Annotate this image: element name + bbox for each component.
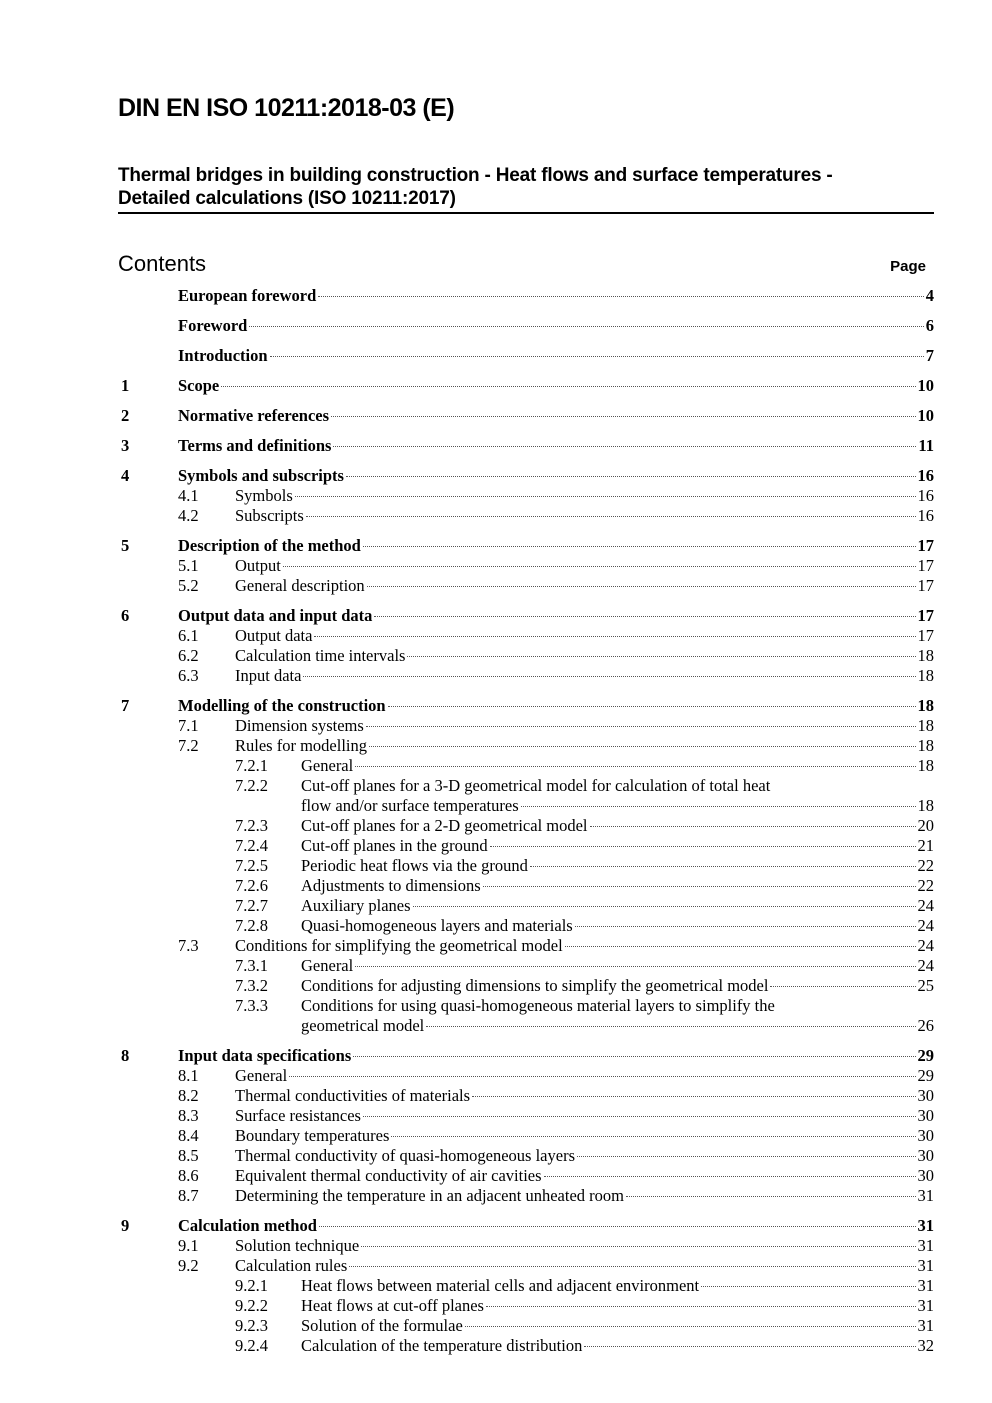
toc-entry-page: 24 xyxy=(917,956,934,975)
toc-entry-page: 10 xyxy=(917,376,934,395)
dot-leader xyxy=(530,866,916,867)
toc-entry-title: Conditions for adjusting dimensions to simplify the geometrical model xyxy=(301,976,769,995)
toc-entry-title: Thermal conductivity of quasi-homogeneous layers xyxy=(235,1146,575,1165)
toc-entry-number: 9.2 xyxy=(178,1256,199,1275)
toc-entry-title: European foreword xyxy=(178,286,317,305)
toc-entry[interactable] xyxy=(121,976,934,996)
toc-entry-page: 30 xyxy=(917,1166,934,1185)
toc-entry-page: 17 xyxy=(917,536,934,555)
dot-leader xyxy=(388,706,916,707)
toc-entry-title: Heat flows between material cells and adjacent environment xyxy=(301,1276,700,1295)
dot-leader xyxy=(584,1346,915,1347)
dot-leader xyxy=(590,826,916,827)
dot-leader xyxy=(289,1076,915,1077)
toc-entry-number: 5 xyxy=(121,536,130,555)
toc-entry-title: Determining the temperature in an adjacent unheated room xyxy=(235,1186,624,1205)
dot-leader xyxy=(355,766,915,767)
toc-entry-page: 18 xyxy=(917,716,934,735)
dot-leader xyxy=(349,1266,915,1267)
toc-entry-number: 4 xyxy=(121,466,130,485)
toc-entry-title: Symbols xyxy=(235,486,293,505)
toc-entry-title: General description xyxy=(235,576,365,595)
toc-entry-title: Scope xyxy=(178,376,220,395)
toc-entry-number: 9.2.2 xyxy=(235,1296,268,1315)
toc-entry-page: 30 xyxy=(917,1106,934,1125)
toc-entry-title: Calculation method xyxy=(178,1216,317,1235)
dot-leader xyxy=(391,1136,915,1137)
toc-entry[interactable] xyxy=(121,996,934,1016)
toc-entry[interactable] xyxy=(121,536,934,556)
toc-entry-title: Output xyxy=(235,556,281,575)
toc-entry-title: Terms and definitions xyxy=(178,436,332,455)
toc-entry-title: Description of the method xyxy=(178,536,361,555)
dot-leader xyxy=(363,1116,916,1117)
toc-entry[interactable] xyxy=(121,716,934,736)
toc-entry-number: 7.2.5 xyxy=(235,856,268,875)
toc-entry-page: 31 xyxy=(917,1236,934,1255)
toc-entry-title: Heat flows at cut-off planes xyxy=(301,1296,484,1315)
toc-entry-number: 7.3.2 xyxy=(235,976,268,995)
toc-entry-number: 6.1 xyxy=(178,626,199,645)
toc-entry-title: Input data xyxy=(235,666,302,685)
toc-entry-page: 24 xyxy=(917,936,934,955)
toc-entry-number: 5.2 xyxy=(178,576,199,595)
dot-leader xyxy=(355,966,915,967)
toc-entry-number: 4.1 xyxy=(178,486,199,505)
toc-entry-number: 7.2.1 xyxy=(235,756,268,775)
document-id: DIN EN ISO 10211:2018-03 (E) xyxy=(118,94,455,122)
toc-entry[interactable] xyxy=(121,1296,934,1316)
toc-entry-page: 18 xyxy=(917,646,934,665)
toc-entry[interactable] xyxy=(121,1186,934,1206)
toc-entry-number: 7.3.1 xyxy=(235,956,268,975)
dot-leader xyxy=(221,386,915,387)
toc-entry-page: 17 xyxy=(917,606,934,625)
toc-entry-number: 7 xyxy=(121,696,130,715)
toc-entry[interactable] xyxy=(121,1066,934,1086)
toc-entry-page: 32 xyxy=(917,1336,934,1355)
toc-entry-title: Calculation time intervals xyxy=(235,646,406,665)
dot-leader xyxy=(366,726,916,727)
toc-entry[interactable] xyxy=(121,696,934,716)
toc-entry-page: 31 xyxy=(917,1216,934,1235)
toc-entry-title: Normative references xyxy=(178,406,330,425)
toc-entry[interactable] xyxy=(121,756,934,776)
toc-entry-number: 8.1 xyxy=(178,1066,199,1085)
toc-entry-page: 21 xyxy=(917,836,934,855)
dot-leader xyxy=(374,616,915,617)
toc-entry[interactable] xyxy=(121,606,934,626)
toc-entry-number: 9.1 xyxy=(178,1236,199,1255)
dot-leader xyxy=(483,886,916,887)
toc-entry[interactable] xyxy=(121,1336,934,1356)
toc-entry-number: 8.4 xyxy=(178,1126,199,1145)
toc-entry[interactable] xyxy=(121,896,934,916)
page-column-label: Page xyxy=(890,258,926,275)
toc-entry-title: Quasi-homogeneous layers and materials xyxy=(301,916,573,935)
toc-entry-page: 11 xyxy=(918,436,934,455)
toc-entry-page: 4 xyxy=(925,286,934,305)
toc-entry-page: 31 xyxy=(917,1276,934,1295)
dot-leader xyxy=(486,1306,916,1307)
toc-entry-title: Modelling of the construction xyxy=(178,696,386,715)
toc-entry-title: Conditions for using quasi-homogeneous material layers to simplify the xyxy=(301,996,775,1015)
toc-entry[interactable] xyxy=(121,1236,934,1256)
toc-entry-number: 5.1 xyxy=(178,556,199,575)
toc-entry-title: Boundary temperatures xyxy=(235,1126,390,1145)
dot-leader xyxy=(318,296,923,297)
dot-leader xyxy=(369,746,916,747)
dot-leader xyxy=(701,1286,915,1287)
toc-entry-title: Output data xyxy=(235,626,313,645)
toc-entry-title: Solution of the formulae xyxy=(301,1316,463,1335)
toc-entry-page: 31 xyxy=(917,1316,934,1335)
toc-entry-page: 16 xyxy=(917,466,934,485)
toc-entry-page: 7 xyxy=(925,346,934,365)
toc-entry-page: 24 xyxy=(917,896,934,915)
toc-entry-page: 18 xyxy=(917,666,934,685)
toc-entry-number: 2 xyxy=(121,406,130,425)
dot-leader xyxy=(319,1226,916,1227)
dot-leader xyxy=(331,416,915,417)
toc-entry-title: Thermal conductivities of materials xyxy=(235,1086,471,1105)
toc-entry[interactable] xyxy=(121,666,934,686)
toc-entry-number: 9.2.4 xyxy=(235,1336,268,1355)
toc-entry-page: 31 xyxy=(917,1296,934,1315)
toc-entry[interactable] xyxy=(121,346,934,366)
toc-entry-number: 9.2.1 xyxy=(235,1276,268,1295)
toc-entry[interactable] xyxy=(121,1046,934,1066)
toc-entry-number: 7.2 xyxy=(178,736,199,755)
toc-entry-title: Subscripts xyxy=(235,506,304,525)
toc-entry-number: 6 xyxy=(121,606,130,625)
toc-entry[interactable] xyxy=(121,1146,934,1166)
toc-entry-title: Cut-off planes for a 3-D geometrical model for calculation of total heat xyxy=(301,776,771,795)
toc-entry-page: 10 xyxy=(917,406,934,425)
toc-entry-page: 26 xyxy=(917,1016,934,1035)
toc-entry-title: Dimension systems xyxy=(235,716,364,735)
dot-leader xyxy=(361,1246,915,1247)
toc-entry-number: 8.2 xyxy=(178,1086,199,1105)
toc-entry-number: 7.3.3 xyxy=(235,996,268,1015)
toc-entry[interactable] xyxy=(121,856,934,876)
toc-entry-page: 25 xyxy=(917,976,934,995)
table-of-contents xyxy=(121,286,934,1356)
toc-entry-title-continued: geometrical model xyxy=(301,1016,425,1035)
dot-leader xyxy=(413,906,916,907)
toc-entry[interactable] xyxy=(121,956,934,976)
toc-entry[interactable] xyxy=(121,316,934,336)
toc-entry[interactable] xyxy=(121,936,934,956)
toc-entry-number: 1 xyxy=(121,376,130,395)
toc-entry-number: 9 xyxy=(121,1216,130,1235)
toc-entry-title: Adjustments to dimensions xyxy=(301,876,481,895)
toc-entry[interactable] xyxy=(121,1276,934,1296)
toc-entry-page: 24 xyxy=(917,916,934,935)
toc-entry-title: Calculation of the temperature distribution xyxy=(301,1336,583,1355)
toc-entry-page: 17 xyxy=(917,556,934,575)
toc-entry-title: General xyxy=(235,1066,288,1085)
toc-entry-page: 29 xyxy=(917,1066,934,1085)
dot-leader xyxy=(626,1196,916,1197)
toc-entry-continuation[interactable] xyxy=(121,796,934,816)
toc-entry-number: 7.2.3 xyxy=(235,816,268,835)
toc-entry[interactable] xyxy=(121,916,934,936)
toc-entry-number: 7.2.8 xyxy=(235,916,268,935)
toc-entry-page: 17 xyxy=(917,626,934,645)
document-title-line-2: Detailed calculations (ISO 10211:2017) xyxy=(118,188,456,209)
dot-leader xyxy=(353,1056,915,1057)
dot-leader xyxy=(575,926,916,927)
toc-entry-number: 6.2 xyxy=(178,646,199,665)
toc-entry-number: 7.2.6 xyxy=(235,876,268,895)
toc-entry-number: 9.2.3 xyxy=(235,1316,268,1335)
toc-entry-number: 7.2.2 xyxy=(235,776,268,795)
dot-leader xyxy=(295,496,916,497)
toc-entry-number: 8.7 xyxy=(178,1186,199,1205)
toc-entry-number: 7.1 xyxy=(178,716,199,735)
toc-entry-page: 30 xyxy=(917,1086,934,1105)
document-title-line-1: Thermal bridges in building construction - Heat flows and surface temperatures - xyxy=(118,165,833,186)
dot-leader xyxy=(472,1096,915,1097)
toc-entry-page: 22 xyxy=(917,856,934,875)
toc-entry-page: 18 xyxy=(917,736,934,755)
dot-leader xyxy=(367,586,916,587)
toc-entry[interactable] xyxy=(121,576,934,596)
dot-leader xyxy=(407,656,915,657)
toc-entry-number: 4.2 xyxy=(178,506,199,525)
toc-entry[interactable] xyxy=(121,626,934,646)
toc-entry[interactable] xyxy=(121,736,934,756)
toc-entry-continuation[interactable] xyxy=(121,1016,934,1036)
toc-entry-title: Periodic heat flows via the ground xyxy=(301,856,528,875)
toc-entry-page: 22 xyxy=(917,876,934,895)
toc-entry-title: Surface resistances xyxy=(235,1106,361,1125)
dot-leader xyxy=(283,566,916,567)
toc-entry-page: 18 xyxy=(917,796,934,815)
dot-leader xyxy=(363,546,916,547)
dot-leader xyxy=(565,946,916,947)
toc-entry[interactable] xyxy=(121,1316,934,1336)
dot-leader xyxy=(303,676,915,677)
toc-entry-title: Equivalent thermal conductivity of air cavities xyxy=(235,1166,542,1185)
toc-entry-page: 6 xyxy=(925,316,934,335)
toc-entry-title: General xyxy=(301,956,354,975)
toc-entry-page: 16 xyxy=(917,486,934,505)
toc-entry[interactable] xyxy=(121,1216,934,1236)
dot-leader xyxy=(270,356,924,357)
toc-entry-page: 20 xyxy=(917,816,934,835)
toc-entry-title: Rules for modelling xyxy=(235,736,367,755)
dot-leader xyxy=(544,1176,916,1177)
dot-leader xyxy=(465,1326,916,1327)
toc-entry-page: 17 xyxy=(917,576,934,595)
toc-entry-title: Cut-off planes in the ground xyxy=(301,836,488,855)
toc-entry-title: Auxiliary planes xyxy=(301,896,411,915)
toc-entry[interactable] xyxy=(121,406,934,426)
toc-entry-page: 31 xyxy=(917,1256,934,1275)
toc-entry[interactable] xyxy=(121,376,934,396)
toc-entry[interactable] xyxy=(121,466,934,486)
toc-entry[interactable] xyxy=(121,1256,934,1276)
toc-entry-page: 29 xyxy=(917,1046,934,1065)
toc-entry[interactable] xyxy=(121,816,934,836)
toc-entry[interactable] xyxy=(121,876,934,896)
toc-entry-title: Conditions for simplifying the geometrical model xyxy=(235,936,563,955)
toc-entry[interactable] xyxy=(121,1126,934,1146)
toc-entry-number: 6.3 xyxy=(178,666,199,685)
toc-entry-page: 31 xyxy=(917,1186,934,1205)
toc-entry[interactable] xyxy=(121,1086,934,1106)
dot-leader xyxy=(249,326,923,327)
toc-entry-number: 7.2.7 xyxy=(235,896,268,915)
toc-entry[interactable] xyxy=(121,506,934,526)
toc-entry[interactable] xyxy=(121,1106,934,1126)
dot-leader xyxy=(346,476,916,477)
toc-entry-page: 30 xyxy=(917,1146,934,1165)
toc-entry-title: Input data specifications xyxy=(178,1046,352,1065)
toc-entry-page: 18 xyxy=(917,696,934,715)
toc-entry-title: Introduction xyxy=(178,346,268,365)
toc-entry-title: Output data and input data xyxy=(178,606,373,625)
toc-entry-title-continued: flow and/or surface temperatures xyxy=(301,796,519,815)
toc-entry[interactable] xyxy=(121,486,934,506)
toc-entry[interactable] xyxy=(121,776,934,796)
toc-entry[interactable] xyxy=(121,556,934,576)
toc-entry-number: 8.6 xyxy=(178,1166,199,1185)
toc-entry-title: General xyxy=(301,756,354,775)
dot-leader xyxy=(426,1026,915,1027)
toc-entry-number: 8 xyxy=(121,1046,130,1065)
toc-entry-title: Solution technique xyxy=(235,1236,360,1255)
toc-entry-number: 8.5 xyxy=(178,1146,199,1165)
toc-entry-title: Cut-off planes for a 2-D geometrical model xyxy=(301,816,588,835)
toc-entry-page: 30 xyxy=(917,1126,934,1145)
contents-heading: Contents xyxy=(118,251,207,276)
document-title xyxy=(118,164,934,214)
toc-entry[interactable] xyxy=(121,1166,934,1186)
toc-entry-number: 8.3 xyxy=(178,1106,199,1125)
dot-leader xyxy=(333,446,916,447)
dot-leader xyxy=(577,1156,916,1157)
dot-leader xyxy=(314,636,915,637)
dot-leader xyxy=(770,986,915,987)
toc-entry-title: Symbols and subscripts xyxy=(178,466,344,485)
toc-entry[interactable] xyxy=(121,286,934,306)
toc-entry-title: Foreword xyxy=(178,316,248,335)
toc-entry-number: 7.2.4 xyxy=(235,836,268,855)
dot-leader xyxy=(306,516,916,517)
dot-leader xyxy=(490,846,916,847)
toc-entry[interactable] xyxy=(121,436,934,456)
toc-entry-number: 3 xyxy=(121,436,130,455)
toc-entry-number: 7.3 xyxy=(178,936,199,955)
toc-entry-page: 16 xyxy=(917,506,934,525)
toc-entry-page: 18 xyxy=(917,756,934,775)
dot-leader xyxy=(521,806,916,807)
toc-entry[interactable] xyxy=(121,646,934,666)
toc-entry[interactable] xyxy=(121,836,934,856)
toc-entry-title: Calculation rules xyxy=(235,1256,348,1275)
